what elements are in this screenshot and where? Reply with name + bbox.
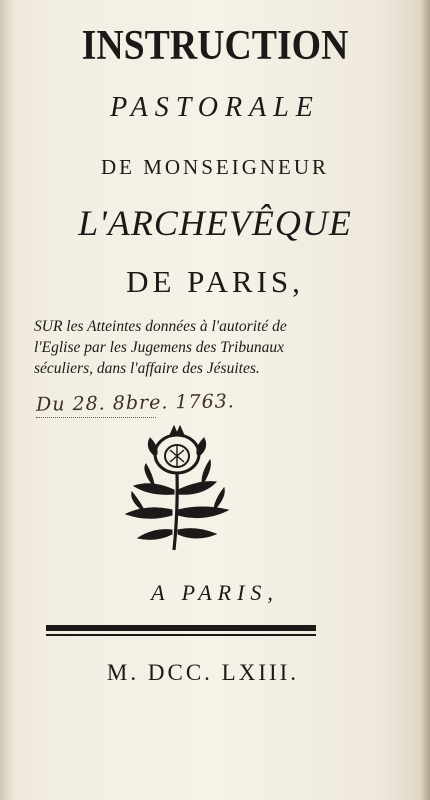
imprint-year: M. DCC. LXIII. [106, 660, 300, 685]
subtitle-line-1: SUR les Atteintes données à l'autorité de [34, 318, 287, 335]
title-line-paris: DE PARIS, [126, 264, 304, 299]
pomegranate-flower-icon [112, 420, 242, 560]
title-line-monseigneur: DE MONSEIGNEUR [100, 155, 330, 179]
title-line-instruction: INSTRUCTION [81, 23, 349, 69]
title-line-pastorale: PASTORALE [110, 92, 320, 123]
double-rule-thick [46, 625, 316, 631]
subtitle-line-2: l'Eglise par les Jugemens des Tribunaux [34, 339, 284, 356]
handwritten-date: Du 28. 8bre. 1763. [35, 390, 236, 416]
handwritten-underline [36, 416, 156, 418]
imprint-place: A PARIS, [151, 580, 279, 605]
subtitle [34, 316, 374, 379]
title-line-archeveque: L'ARCHEVÊQUE [78, 203, 352, 243]
double-rule-thin [46, 634, 316, 636]
subtitle-line-3: séculiers, dans l'affaire des Jésuites. [34, 360, 260, 377]
